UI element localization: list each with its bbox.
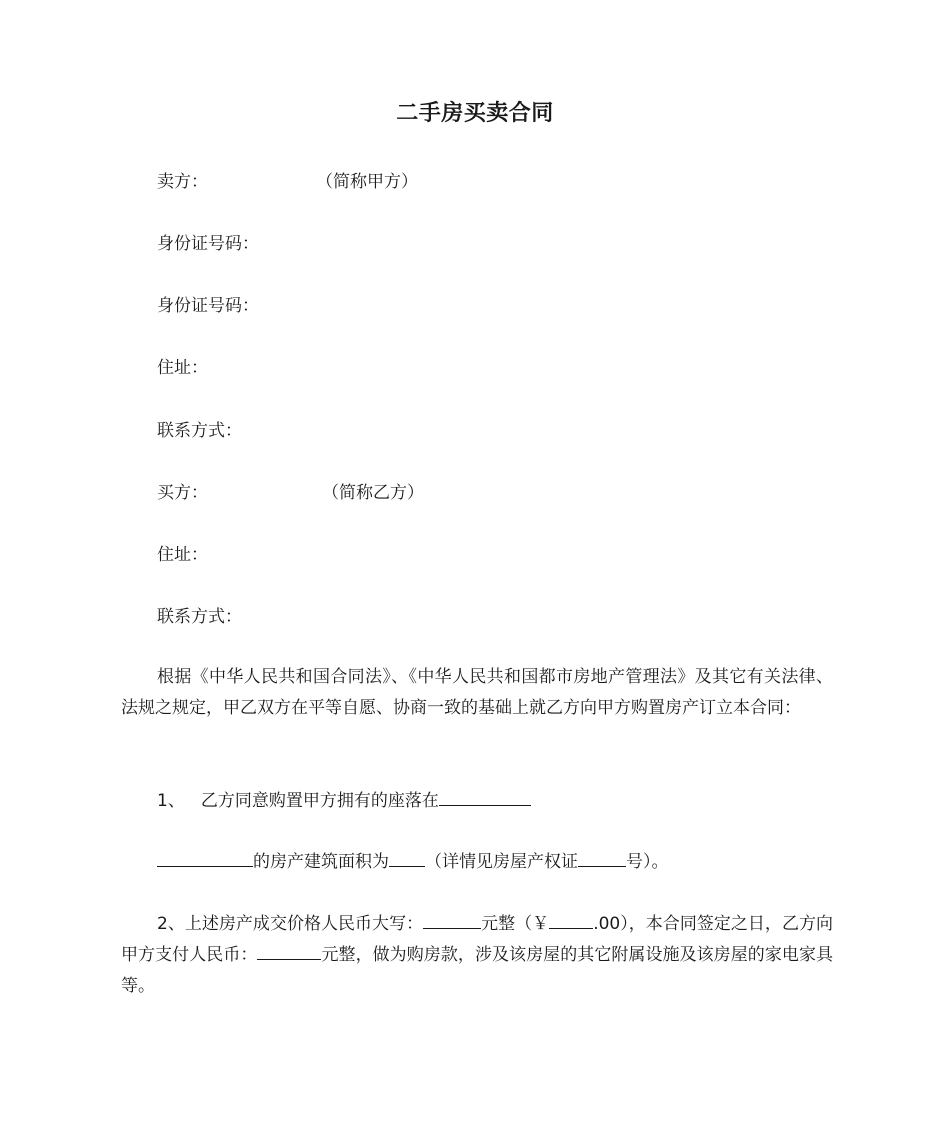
seller-contact-line [157,419,242,443]
certificate-label: （详情见房屋产权证 [425,852,578,872]
certificate-suffix: 号）。 [626,852,669,872]
document-title: 二手房买卖合同 [396,101,554,126]
area-label: 的房产建筑面积为 [253,852,389,872]
seller-id-line [157,232,259,256]
seller-id-line-2 [157,294,259,318]
address-label: 住址： [157,358,208,378]
price-yuan-label: 元整（￥ [481,914,550,934]
buyer-line [157,481,424,505]
address-label: 住址： [157,545,208,565]
payment-blank [257,941,321,960]
certificate-blank [578,848,626,867]
clause-1-number: 1、 [157,791,185,811]
seller-label: 卖方： [157,172,208,192]
contact-label: 联系方式： [157,607,242,627]
location-blank [439,787,531,806]
payment-label: .00），本合同签定之日，乙方向甲方支付人民币： [121,914,833,965]
price-number-blank [549,910,593,929]
seller-line [157,170,418,194]
buyer-alias: （简称乙方） [322,483,424,503]
clause-2-paragraph [121,909,833,1002]
price-words-blank [423,910,481,929]
price-label: 2、上述房产成交价格人民币大写： [157,914,424,934]
id-label: 身份证号码： [157,296,259,316]
id-label: 身份证号码： [157,234,259,254]
area-blank [389,848,425,867]
payment-description: 元整，做为购房款，涉及该房屋的其它附属设施及该房屋的家电家具等。 [121,945,833,996]
preamble-paragraph: 根据《中华人民共和国合同法》、《中华人民共和国都市房地产管理法》及其它有关法律、法规之规定，甲乙双方在平等自愿、协商一致的基础上就乙方向甲方购置房产订立本合同： [121,667,833,718]
contact-label: 联系方式： [157,421,242,441]
seller-alias: （简称甲方） [316,172,418,192]
buyer-label: 买方： [157,483,208,503]
location-blank-cont [157,848,253,867]
clause-1-text: 乙方同意购置甲方拥有的座落在 [200,791,439,811]
clause-1-line [157,787,531,813]
buyer-address-line [157,543,208,567]
clause-1-continuation [157,848,669,874]
seller-address-line [157,356,208,380]
buyer-contact-line [157,605,242,629]
